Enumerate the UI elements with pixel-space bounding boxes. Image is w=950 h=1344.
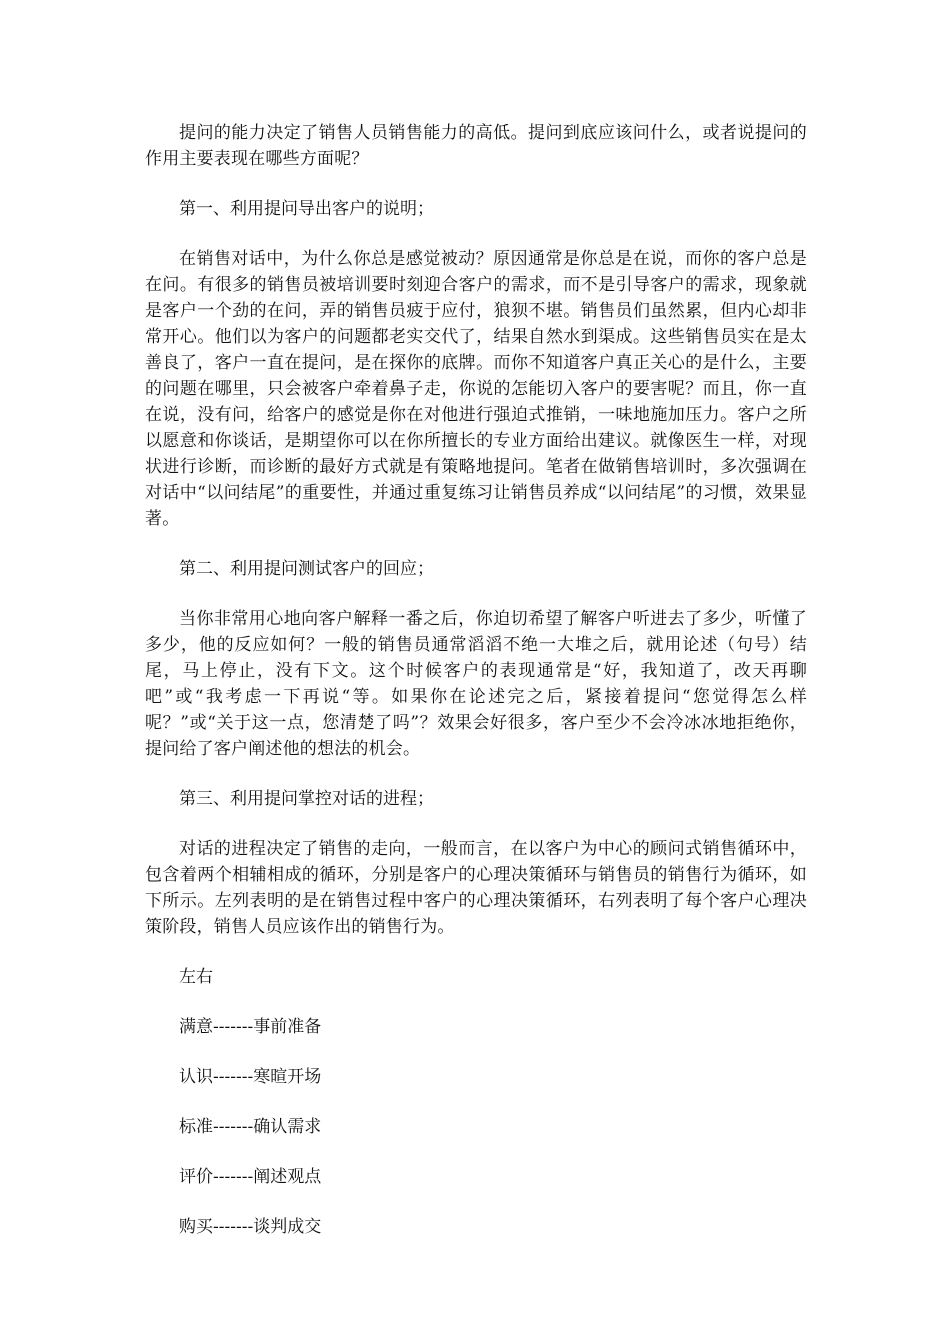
list-item: 认识-------寒暄开场 bbox=[179, 1067, 322, 1087]
section-1-heading: 第一、利用提问导出客户的说明； bbox=[179, 199, 434, 219]
list-item: 满意-------事前准备 bbox=[179, 1017, 322, 1037]
intro-paragraph: 提问的能力决定了销售人员销售能力的高低。提问到底应该问什么，或者说提问的作用主要表现在哪些方面呢？ bbox=[145, 123, 807, 169]
list-item: 购买-------谈判成交 bbox=[179, 1217, 322, 1237]
document-body bbox=[145, 120, 807, 1264]
list-header: 左右 bbox=[179, 967, 213, 987]
section-2-body: 当你非常用心地向客户解释一番之后，你迫切希望了解客户听进去了多少，听懂了多少，他的反应如何？一般的销售员通常滔滔不绝一大堆之后，就用论述（句号）结尾，马上停止，没有下文。这个时候客户的表现通常是“好，我知道了，改天再聊吧”或“我考虑一下再说“等。如果你在论述完之后，紧接着提问“您觉得怎么样呢？”或“关于这一点，您清楚了吗”？效果会好很多，客户至少不会冷冰冰地拒绝你，提问给了客户阐述他的想法的机会。 bbox=[145, 609, 807, 759]
list-item: 标准-------确认需求 bbox=[179, 1117, 322, 1137]
list-item: 评价-------阐述观点 bbox=[179, 1167, 322, 1187]
section-1-body: 在销售对话中，为什么你总是感觉被动？原因通常是你总是在说，而你的客户总是在问。有很多的销售员被培训要时刻迎合客户的需求，而不是引导客户的需求，现象就是客户一个劲的在问，弄的销售员疲于应付，狼狈不堪。销售员们虽然累，但内心却非常开心。他们以为客户的问题都老实交代了，结果自然水到渠成。这些销售员实在是太善良了，客户一直在提问，是在探你的底牌。而你不知道客户真正关心的是什么，主要的问题在哪里，只会被客户牵着鼻子走，你说的怎能切入客户的要害呢？而且，你一直在说，没有问，给客户的感觉是你在对他进行强迫式推销，一味地施加压力。客户之所以愿意和你谈话，是期望你可以在你所擅长的专业方面给出建议。就像医生一样，对现状进行诊断，而诊断的最好方式就是有策略地提问。笔者在做销售培训时，多次强调在对话中“以问结尾”的重要性，并通过重复练习让销售员养成“以问结尾”的习惯，效果显著。 bbox=[145, 249, 807, 529]
section-3-heading: 第三、利用提问掌控对话的进程； bbox=[179, 789, 434, 809]
section-3-body: 对话的进程决定了销售的走向，一般而言，在以客户为中心的顾问式销售循环中，包含着两个相辅相成的循环，分别是客户的心理决策循环与销售员的销售行为循环，如下所示。左列表明的是在销售过程中客户的心理决策循环，右列表明了每个客户心理决策阶段，销售人员应该作出的销售行为。 bbox=[145, 839, 807, 937]
section-2-heading: 第二、利用提问测试客户的回应； bbox=[179, 559, 434, 579]
